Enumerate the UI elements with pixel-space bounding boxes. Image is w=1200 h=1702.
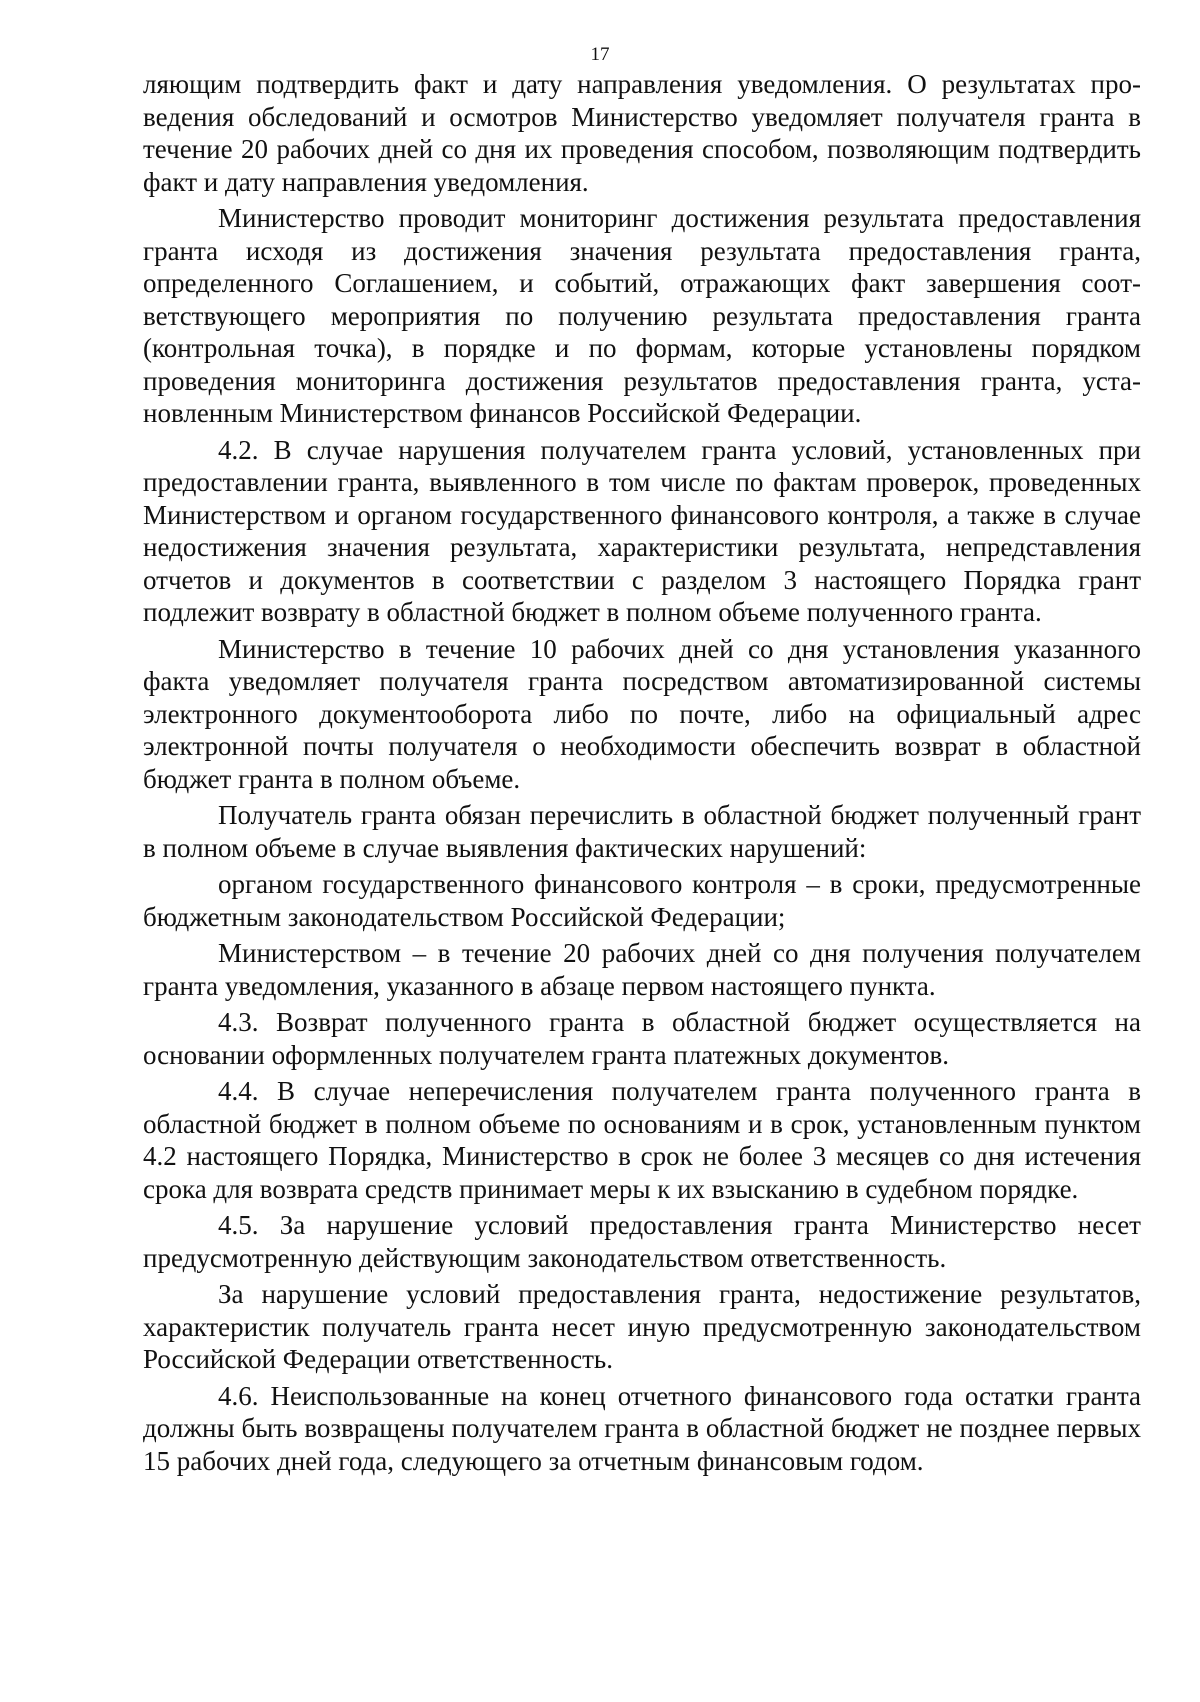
paragraph-ministry-term: Министерством – в течение 20 рабочих дней со дня получения получателем гранта уведомления, указанного в абзаце первом настоящего пункта. (143, 938, 1141, 1001)
paragraph-4-5: 4.5. За нарушение условий предоставления гранта Министерство несет предусмотренную действующим законодательством ответственность. (143, 1210, 1141, 1273)
paragraph-4-3: 4.3. Возврат полученного гранта в областной бюджет осуществляется на основании оформленных получателем гранта платежных документов. (143, 1007, 1141, 1070)
paragraph-liability: За нарушение условий предоставления гранта, недостижение результатов, характеристик получатель гранта несет иную предусмотренную законодательством Российской Федерации ответственность. (143, 1279, 1141, 1374)
document-body (143, 68, 1141, 1481)
page-number: 17 (590, 44, 610, 65)
paragraph-obligation: Получатель гранта обязан перечислить в областной бюджет полученный грант в полном объеме в случае выявления фактических нарушений: (143, 800, 1141, 863)
paragraph-notification: Министерство в течение 10 рабочих дней со дня установления указанного факта уведомляет получателя гранта посредством автоматизированной системы электронного документооборота либо по почте, либо на официальный адрес электронной почты получателя о необходимости обеспечить возврат в областной бюджет гранта в полном объеме. (143, 633, 1141, 794)
paragraph-4-4: 4.4. В случае неперечисления получателем гранта полученного гранта в областной бюджет в полном объеме по основаниям и в срок, установленным пунктом 4.2 настоящего Порядка, Министерство в срок не более 3 месяцев со дня истечения срока для возврата средств принимает меры к их взысканию в судебном порядке. (143, 1076, 1141, 1204)
paragraph-continuation: ляющим подтвердить факт и дату направления уведомления. О результатах проведения обследований и осмотров Министерство уведомляет получателя гранта в течение 20 рабочих дней со дня их проведения способом, позволяющим подтвердить факт и дату направления уведомления. (143, 69, 1141, 197)
paragraph-control-body: органом государственного финансового контроля – в сроки, предусмотренные бюджетным законодательством Российской Федерации; (143, 869, 1141, 932)
paragraph-4-6: 4.6. Неиспользованные на конец отчетного финансового года остатки гранта должны быть возвращены получателем гранта в областной бюджет не позднее первых 15 рабочих дней года, следующего за отчетным финансовым годом. (143, 1380, 1141, 1476)
paragraph-4-2: 4.2. В случае нарушения получателем гранта условий, установленных при предоставлении гранта, выявленного в том числе по фактам проверок, проведенных Министерством и органом государственного финансового контроля, а также в случае недостижения значения результата, характеристики результата, непредставления отчетов и документов в соответствии с разделом 3 настоящего Порядка грант подлежит возврату в областной бюджет в полном объеме полученного гранта. (143, 434, 1141, 627)
paragraph-monitoring: Министерство проводит мониторинг достижения результата предоставления гранта исходя из достижения значения результата предоставления гранта, определенного Соглашением, и событий, отражающих факт завершения соответствующего мероприятия по получению результата предоставления гранта (контрольная точка), в порядке и по формам, которые установлены порядком проведения мониторинга достижения результатов предоставления гранта, установленным Министерством финансов Российской Федерации. (143, 203, 1141, 428)
